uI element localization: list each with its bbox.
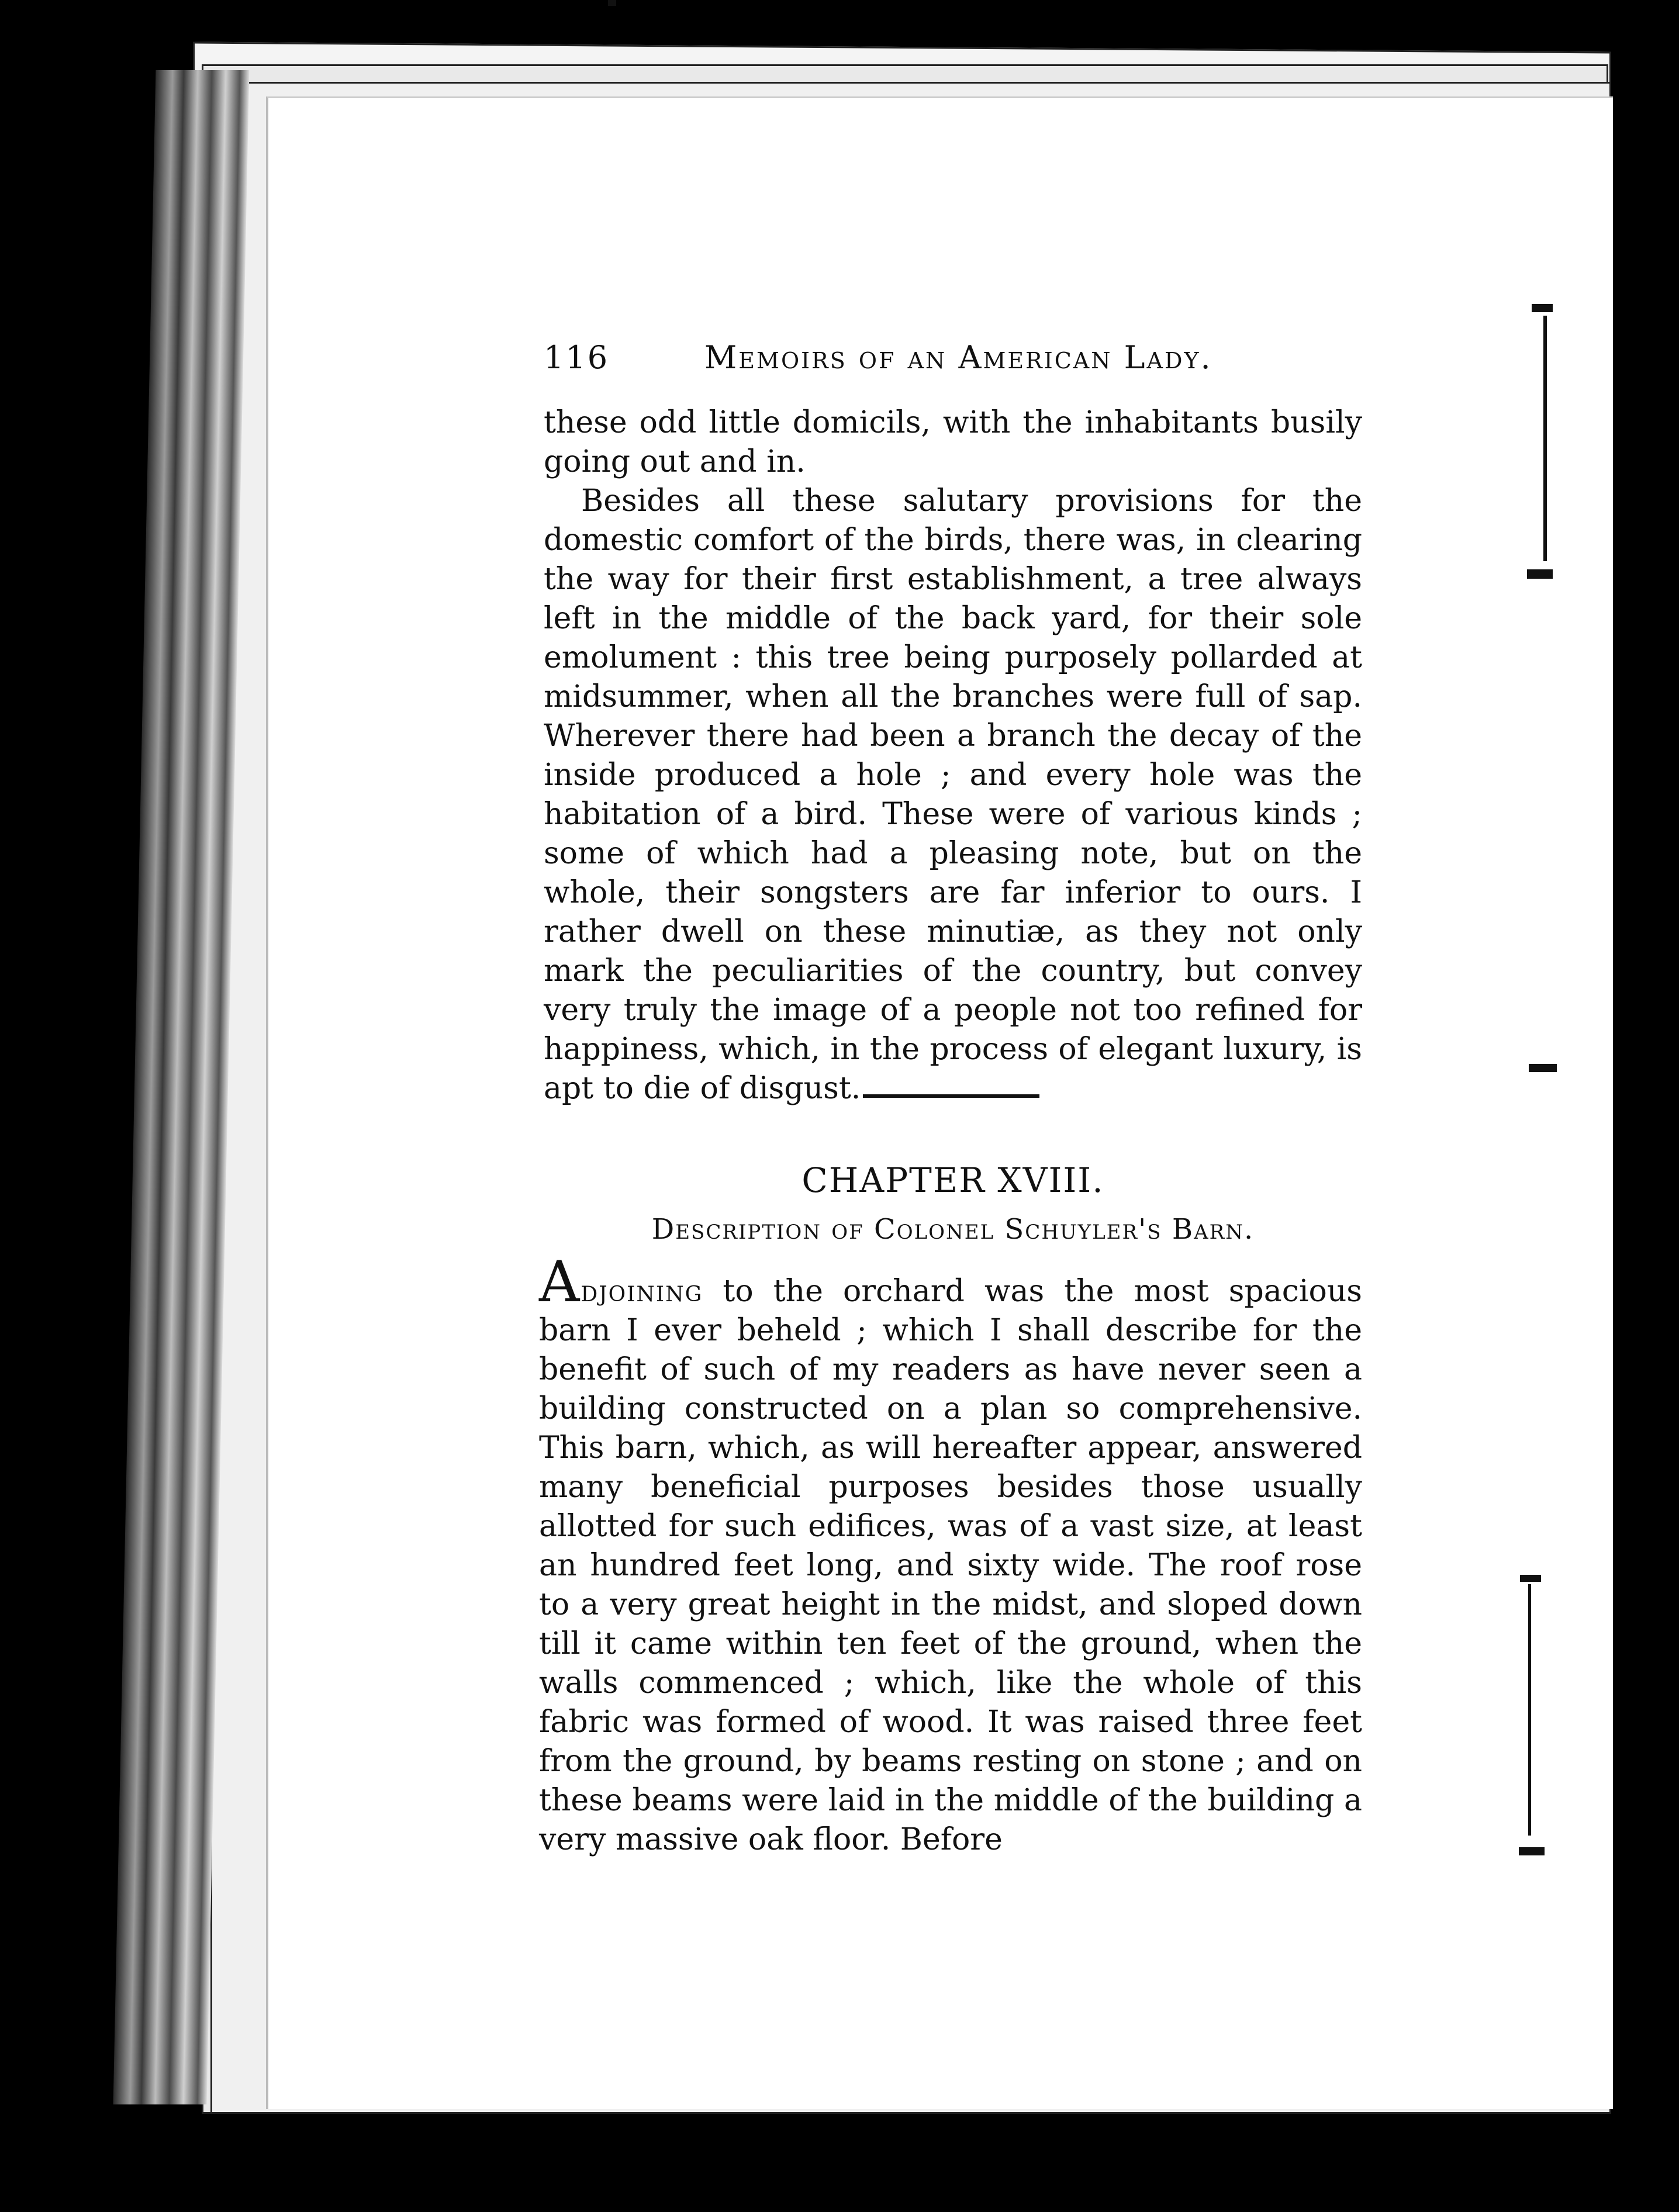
paragraph-continued-line-2: out and in. — [640, 444, 806, 479]
section-divider-rule — [863, 1094, 1039, 1098]
scan-margin-mark — [1532, 304, 1553, 312]
running-head-title: Memoirs of an American Lady. — [704, 339, 1212, 376]
page-number: 116 — [544, 339, 610, 376]
scan-margin-mark — [1527, 569, 1553, 579]
paragraph-continued — [544, 403, 1362, 1108]
lead-word-rest: djoining — [581, 1274, 703, 1309]
chapter-title: CHAPTER XVIII. — [802, 1160, 1104, 1200]
scan-speck — [608, 0, 616, 6]
chapter-opening-paragraph — [539, 1249, 1362, 1860]
chapter-opening-text: to the orchard was the most spacious barn I ever beheld ; which I shall describe for the benefit of such of my readers as have never seen a building constructed on a plan so comprehensive. This barn, which, as will hereafter appear, answered many beneficial purposes besides those usually allotted for such edifices, was of a vast size, at least an hundred feet long, and sixty wide. The roof rose to a very great height in the midst, and sloped down till it came within ten feet of the ground, when the walls commenced ; which, like the whole of this fabric was formed of wood. It was raised three feet from the ground, by beams resting on stone ; and on these beams were laid in the middle of the building a very massive oak floor. Before — [539, 1274, 1362, 1857]
scan-margin-mark — [1520, 1575, 1541, 1582]
lead-initial: A — [539, 1249, 581, 1315]
scan-margin-mark — [1543, 316, 1547, 561]
drop-lead-word — [539, 1249, 703, 1315]
scan-margin-mark — [1528, 1584, 1531, 1836]
chapter-subtitle: Description of Colonel Schuyler's Barn. — [651, 1213, 1255, 1246]
paragraph-continued-line-1: these odd little domicils, with the inhabitants busily going — [544, 405, 1362, 479]
scan-margin-mark — [1519, 1847, 1545, 1855]
scan-margin-mark — [1529, 1064, 1557, 1072]
paragraph-besides: Besides all these salutary provisions for the domestic comfort of the birds, there was, in clearing the way for their first establishment, a tree always left in the middle of the back yard, for their sole emolument : this tree being purposely pollarded at midsummer, when all the branches were full of sap. Wherever there had been a branch the decay of the inside produced a hole ; and every hole was the habitation of a bird. These were of various kinds ; some of which had a pleasing note, but on the whole, their songsters are far inferior to ours. I rather dwell on these minutiæ, as they not only mark the peculiarities of the country, but convey very truly the image of a people not too refined for happiness, which, in the process of elegant luxury, is apt to die of disgust. — [544, 483, 1362, 1106]
running-head — [544, 339, 1222, 392]
